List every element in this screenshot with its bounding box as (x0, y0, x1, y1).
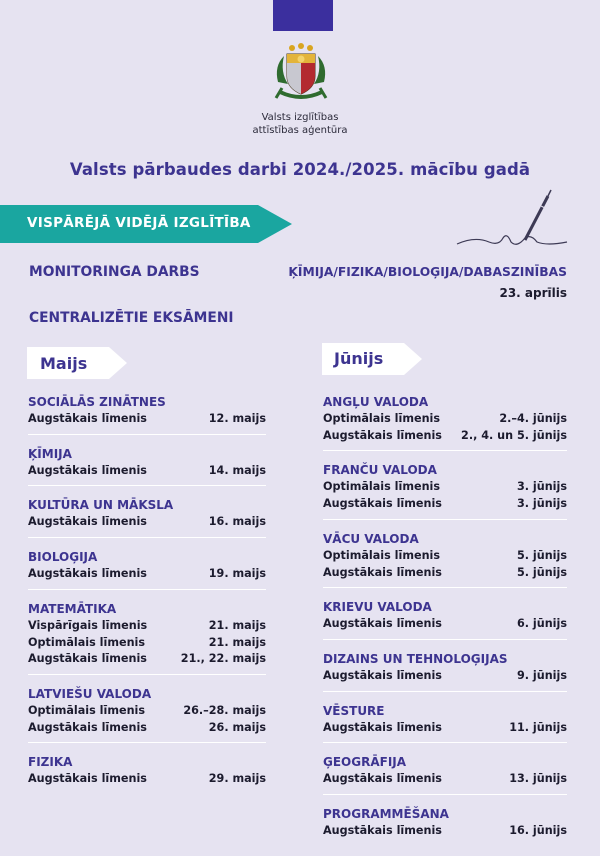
exam-subject-title: ĢEOGRĀFIJA (323, 755, 407, 770)
monitoring-heading: MONITORINGA DARBS (29, 264, 200, 280)
exam-block (28, 445, 266, 487)
exam-block (323, 461, 567, 519)
exam-level: Augstākais līmenis (323, 824, 442, 838)
may-exam-list (28, 393, 266, 804)
exam-subject-title: LATVIEŠU VALODA (28, 686, 152, 701)
exam-block (323, 530, 567, 588)
exam-level-row (28, 411, 266, 428)
exam-level: Optimālais līmenis (28, 703, 146, 717)
exam-level-row (323, 428, 567, 445)
exam-block (28, 600, 266, 675)
exam-level-row (28, 635, 266, 652)
exam-level: Augstākais līmenis (323, 497, 442, 511)
may-label: Maijs (40, 354, 88, 373)
exam-level-row (323, 823, 567, 840)
exam-level: Augstākais līmenis (28, 720, 147, 734)
exam-date: 6. jūnijs (516, 617, 567, 631)
exam-date: 3. jūnijs (516, 497, 567, 511)
exam-subject-title: VĒSTURE (323, 703, 385, 718)
exam-level-row (323, 496, 567, 513)
exam-date: 5. jūnijs (516, 565, 567, 579)
centralized-exams-heading: CENTRALIZĒTIE EKSĀMENI (29, 310, 234, 326)
exam-subject-title: DIZAINS UN TEHNOLOĢIJAS (323, 651, 508, 666)
exam-subject-title: FRANČU VALODA (323, 463, 437, 478)
monitoring-subject: ĶĪMIJA/FIZIKA/BIOLOĢIJA/DABASZINĪBAS (288, 265, 567, 279)
exam-date: 21. maijs (208, 618, 266, 632)
exam-level: Vispārīgais līmenis (28, 618, 148, 632)
exam-date: 29. maijs (208, 772, 266, 786)
exam-date: 21., 22. maijs (180, 652, 266, 666)
exam-block (323, 650, 567, 692)
exam-level-row (28, 618, 266, 635)
exam-block (323, 702, 567, 744)
agency-name-line2: attīstības aģentūra (252, 125, 348, 136)
exam-date: 16. jūnijs (509, 824, 567, 838)
exam-subject-title: SOCIĀLĀS ZINĀTNES (28, 395, 166, 409)
exam-level-row (323, 565, 567, 582)
exam-block (28, 753, 266, 794)
exam-level-row (323, 616, 567, 633)
exam-level-row (28, 651, 266, 668)
exam-subject-title: ANGĻU VALODA (323, 395, 429, 409)
exam-subject-title: ĶĪMIJA (28, 446, 72, 461)
june-label: Jūnijs (334, 349, 384, 368)
exam-block (28, 548, 266, 590)
exam-level: Augstākais līmenis (323, 617, 442, 631)
exam-block (323, 393, 567, 451)
exam-level-row (323, 668, 567, 685)
exam-level: Optimālais līmenis (323, 480, 441, 494)
top-color-tab (273, 0, 333, 31)
pen-signature-icon (455, 188, 570, 252)
exam-date: 5. jūnijs (516, 548, 567, 562)
exam-level: Augstākais līmenis (28, 412, 147, 425)
exam-level-row (28, 463, 266, 480)
exam-level-row (28, 514, 266, 531)
exam-level: Optimālais līmenis (28, 635, 146, 649)
exam-level: Augstākais līmenis (323, 668, 442, 682)
exam-level: Augstākais līmenis (28, 652, 147, 666)
exam-level: Augstākais līmenis (323, 772, 442, 786)
exam-subject-title: KULTŪRA UN MĀKSLA (28, 498, 174, 513)
exam-level-row (28, 720, 266, 737)
exam-date: 12. maijs (208, 412, 266, 425)
exam-level-row (323, 548, 567, 565)
exam-subject-title: KRIEVU VALODA (323, 600, 432, 615)
exam-date: 19. maijs (208, 567, 266, 581)
exam-date: 9. jūnijs (516, 668, 567, 682)
exam-date: 21. maijs (208, 635, 266, 649)
exam-date: 13. jūnijs (509, 772, 567, 786)
exam-block (323, 805, 567, 846)
exam-block (323, 598, 567, 640)
exam-level: Augstākais līmenis (28, 567, 147, 581)
exam-level: Augstākais līmenis (323, 565, 442, 579)
exam-level-row (323, 479, 567, 496)
exam-level: Augstākais līmenis (28, 515, 147, 529)
exam-level-row (323, 411, 567, 428)
exam-level-row (323, 720, 567, 737)
page-title: Valsts pārbaudes darbi 2024./2025. mācību gadā (69, 160, 531, 179)
exam-date: 2., 4. un 5. jūnijs (461, 428, 567, 442)
exam-subject-title: PROGRAMMĒŠANA (323, 807, 449, 822)
exam-level: Augstākais līmenis (28, 463, 147, 477)
exam-level: Augstākais līmenis (323, 428, 442, 442)
exam-level: Augstākais līmenis (28, 772, 147, 786)
section-banner-label: VISPĀRĒJĀ VIDĒJĀ IZGLĪTĪBA (27, 215, 251, 231)
exam-level-row (28, 703, 266, 720)
exam-level: Optimālais līmenis (323, 548, 441, 562)
exam-date: 26. maijs (208, 720, 266, 734)
exam-level: Optimālais līmenis (323, 412, 441, 425)
exam-level-row (28, 566, 266, 583)
coat-of-arms-logo (272, 42, 330, 104)
june-exam-list (323, 393, 567, 856)
exam-subject-title: BIOLOĢIJA (28, 550, 98, 565)
exam-level: Augstākais līmenis (323, 720, 442, 734)
exam-level-row (28, 771, 266, 788)
exam-subject-title: MATEMĀTIKA (28, 601, 117, 616)
exam-block (323, 753, 567, 795)
exam-block (28, 496, 266, 538)
exam-subject-title: VĀCU VALODA (323, 531, 419, 546)
exam-block (28, 393, 266, 435)
exam-date: 14. maijs (208, 463, 266, 477)
exam-date: 2.–4. jūnijs (499, 412, 567, 425)
exam-date: 26.–28. maijs (183, 703, 266, 717)
exam-date: 3. jūnijs (516, 480, 567, 494)
agency-name (200, 111, 400, 137)
exam-date: 16. maijs (208, 515, 266, 529)
exam-level-row (323, 771, 567, 788)
monitoring-date: 23. aprīlis (499, 286, 567, 300)
exam-subject-title: FIZIKA (28, 755, 73, 770)
exam-block (28, 685, 266, 743)
agency-name-line1: Valsts izglītības (261, 112, 339, 123)
exam-date: 11. jūnijs (509, 720, 567, 734)
